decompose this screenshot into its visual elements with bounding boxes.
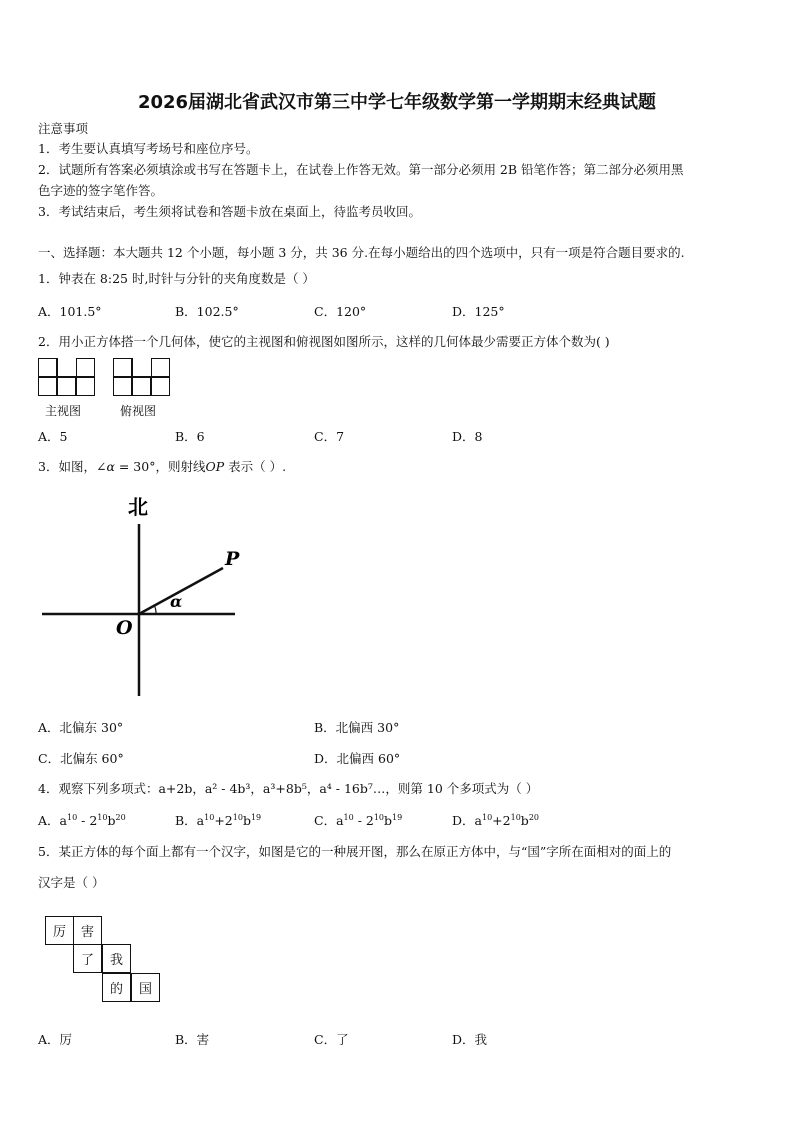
front-view-grid: [38, 358, 95, 396]
net-cell-hai: 害: [73, 916, 102, 945]
q2-option-c[interactable]: C．7: [314, 429, 345, 444]
net-cell-li: 厉: [45, 916, 74, 945]
front-view-label: 主视图: [45, 404, 82, 418]
q5-option-d[interactable]: D．我: [452, 1032, 488, 1047]
q1-option-a[interactable]: A．101.5°: [38, 304, 102, 319]
q4-option-c[interactable]: C．$a^{10} - 2^{10}b^{19}$: [314, 812, 403, 828]
q1-option-c[interactable]: C．120°: [314, 304, 367, 319]
notes-item-2-cont: 色字迹的签字笔作答。: [38, 183, 164, 198]
point-o-label: O: [116, 617, 133, 639]
angle-alpha-label: α: [170, 592, 183, 611]
direction-diagram: [30, 488, 250, 703]
point-p-label: P: [225, 548, 240, 570]
top-view-label: 俯视图: [120, 404, 157, 418]
q4-option-b[interactable]: B．$a^{10}+2^{10}b^{19}$: [175, 812, 262, 828]
q3-option-a[interactable]: A．北偏东 30°: [38, 720, 124, 735]
net-cell-le: 了: [73, 944, 102, 973]
section-heading: 一、选择题：本大题共 12 个小题，每小题 3 分，共 36 分.在每小题给出的四个选项中，只有一项是符合题目要求的.: [38, 245, 685, 260]
q2-option-d[interactable]: D．8: [452, 429, 483, 444]
q1-option-b[interactable]: B．102.5°: [175, 304, 239, 319]
q3-stem: 3．如图，∠α = 30°，则射线OP 表示（ ）.: [38, 459, 287, 474]
net-cell-wo: 我: [102, 944, 131, 973]
q5-option-a[interactable]: A．厉: [38, 1032, 73, 1047]
q2-stem: 2．用小正方体搭一个几何体，使它的主视图和俯视图如图所示，这样的几何体最少需要正方体个数为( ): [38, 334, 610, 349]
notes-item-1: 1．考生要认真填写考场号和座位序号。: [38, 141, 259, 156]
notes-heading: 注意事项: [38, 121, 89, 136]
q1-option-d[interactable]: D．125°: [452, 304, 505, 319]
q2-option-b[interactable]: B．6: [175, 429, 205, 444]
q4-stem: 4．观察下列多项式：a+2b，a² - 4b³，a³+8b⁵，a⁴ - 16b⁷…，则第 10 个多项式为（ ）: [38, 781, 539, 796]
q4-option-a[interactable]: A．$a^{10} - 2^{10}b^{20}$: [38, 812, 126, 828]
notes-item-2: 2．试题所有答案必须填涂或书写在答题卡上，在试卷上作答无效。第一部分必须用 2B 铅笔作答；第二部分必须用黑: [38, 162, 684, 177]
net-cell-de: 的: [102, 973, 131, 1002]
notes-item-3: 3．考试结束后，考生须将试卷和答题卡放在桌面上，待监考员收回。: [38, 204, 421, 219]
q3-option-b[interactable]: B．北偏西 30°: [314, 720, 400, 735]
q5-option-b[interactable]: B．害: [175, 1032, 210, 1047]
q5-option-c[interactable]: C．了: [314, 1032, 349, 1047]
page-title: 2026届湖北省武汉市第三中学七年级数学第一学期期末经典试题: [137, 92, 657, 113]
q1-stem: 1．钟表在 8:25 时,时针与分针的夹角度数是（ ）: [38, 271, 315, 286]
angle-arc: [154, 605, 156, 614]
q5-stem-cont: 汉字是（ ）: [38, 875, 105, 890]
north-label: 北: [128, 495, 148, 519]
q3-option-d[interactable]: D．北偏西 60°: [314, 751, 401, 766]
top-view-grid: [113, 358, 170, 396]
net-cell-guo: 国: [131, 973, 160, 1002]
q4-option-d[interactable]: D．$a^{10}+2^{10}b^{20}$: [452, 812, 539, 828]
q5-stem: 5．某正方体的每个面上都有一个汉字，如图是它的一种展开图，那么在原正方体中，与“国”字所在面相对的面上的: [38, 844, 672, 859]
q2-option-a[interactable]: A．5: [38, 429, 68, 444]
q3-option-c[interactable]: C．北偏东 60°: [38, 751, 124, 766]
